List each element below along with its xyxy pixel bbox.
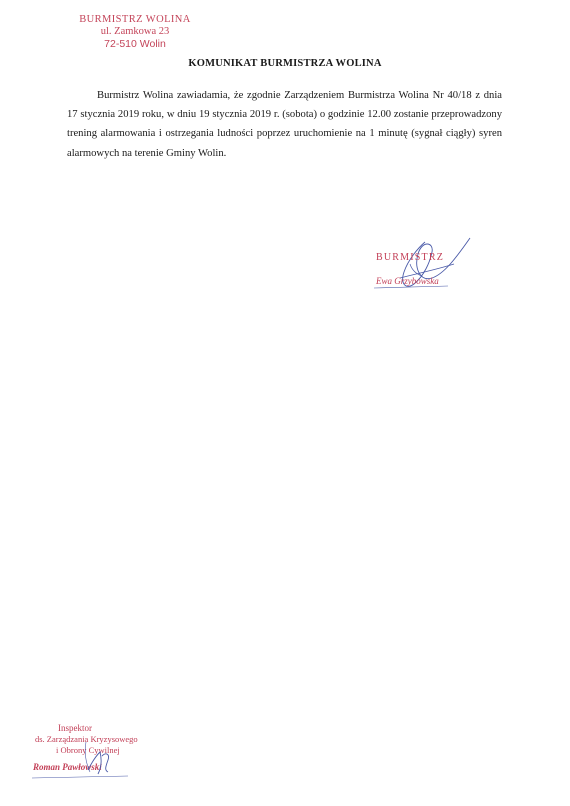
signature-role: BURMISTRZ <box>376 252 445 263</box>
signature-name: Ewa Grzybowska <box>376 276 439 286</box>
stamp-office-name: BURMISTRZ WOLINA <box>79 14 191 25</box>
handwritten-signature-icon <box>370 234 480 304</box>
stamp-postal-city: 72-510 Wolin <box>104 38 166 50</box>
office-address-stamp <box>70 14 200 50</box>
inspector-title: Inspektor <box>58 723 92 733</box>
document-body: Burmistrz Wolina zawiadamia, że zgodnie Zarządzeniem Burmistrza Wolina Nr 40/18 z dnia 17 stycznia 2019 roku, w dniu 19 stycznia 2019 r. (sobota) o godzinie 12.00 zostanie przeprowadzony trening alarmowania i ostrzegania ludności poprzez uruchomienie na 1 minutę (sygnał ciągły) syren alarmowych na terenie Gminy Wolin. <box>67 90 502 159</box>
inspector-name: Roman Pawłowski <box>33 762 102 772</box>
inspector-department-2: i Obrony Cywilnej <box>56 745 120 755</box>
inspector-signature-stamp <box>28 712 158 782</box>
inspector-department: ds. Zarządzania Kryzysowego <box>35 734 138 744</box>
mayor-signature-stamp <box>370 234 480 304</box>
stamp-street: ul. Zamkowa 23 <box>100 26 170 37</box>
handwritten-initials-icon <box>28 712 158 782</box>
document-title: KOMUNIKAT BURMISTRZA WOLINA <box>188 58 382 69</box>
